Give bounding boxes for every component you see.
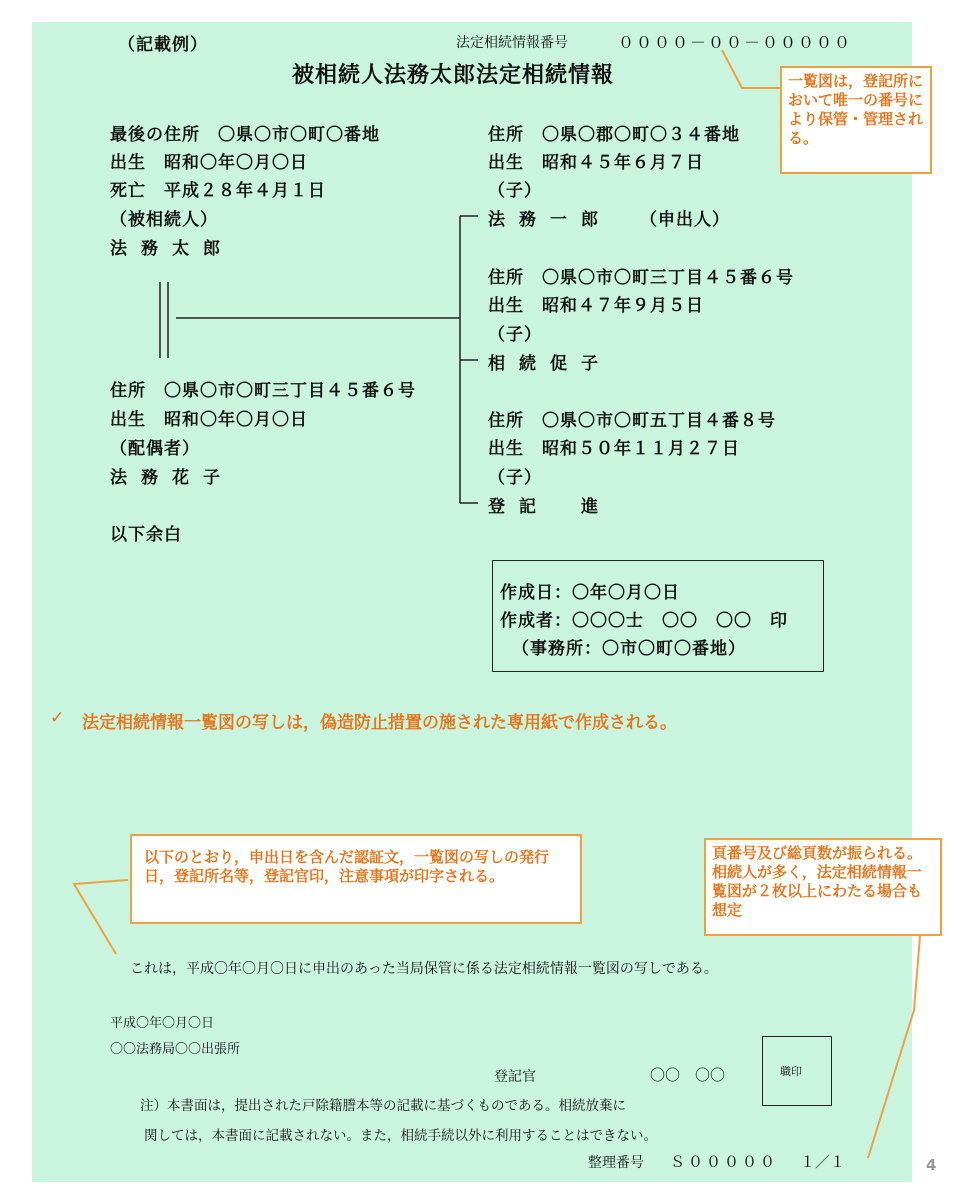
child-3-name: 登記 進 bbox=[488, 497, 612, 517]
child-3-birth: 出生 昭和５０年１１月２７日 bbox=[488, 439, 740, 459]
callout-number-managed: 一覧図は，登記所において唯一の番号により保管・管理される。 bbox=[780, 66, 932, 174]
official-seal-label: 職印 bbox=[780, 1065, 802, 1078]
callout-certification-text: 以下のとおり，申出日を含んだ認証文，一覧図の写しの発行日，登記所名等，登記官印，注意事項が印字される。 bbox=[130, 834, 582, 924]
spouse-birth: 出生 昭和〇年〇月〇日 bbox=[110, 410, 308, 430]
deceased-birth: 出生 昭和〇年〇月〇日 bbox=[110, 153, 308, 173]
spouse-address: 住所 〇県〇市〇町三丁目４５番６号 bbox=[110, 381, 416, 401]
registrar-name: 〇〇 〇〇 bbox=[650, 1066, 726, 1084]
reference-number: Ｓ０００００ bbox=[670, 1153, 779, 1171]
spouse-name: 法務花子 bbox=[110, 468, 234, 488]
deceased-death: 死亡 平成２８年４月１日 bbox=[110, 181, 326, 201]
callout-page-number: 頁番号及び総頁数が振られる。相続人が多く，法定相続情報一覧図が２枚以上にわたる場合も想定 bbox=[704, 838, 942, 936]
child-3-role: （子） bbox=[488, 468, 542, 488]
child-2-address: 住所 〇県〇市〇町三丁目４５番６号 bbox=[488, 268, 794, 288]
child-1-note: （申出人） bbox=[640, 210, 730, 230]
registrar-label: 登記官 bbox=[494, 1069, 536, 1085]
deceased-name: 法務太郎 bbox=[110, 239, 234, 259]
child-1-role: （子） bbox=[488, 181, 542, 201]
document-title: 被相続人法務太郎法定相続情報 bbox=[292, 63, 615, 88]
slide-number: 4 bbox=[926, 1156, 937, 1174]
remainder-blank: 以下余白 bbox=[110, 525, 182, 545]
note-line-2: 関しては，本書面に記載されない。また，相続手続以外に利用することはできない。 bbox=[144, 1128, 657, 1144]
spouse-role: （配偶者） bbox=[110, 439, 200, 459]
child-1-birth: 出生 昭和４５年６月７日 bbox=[488, 153, 704, 173]
child-2-birth: 出生 昭和４７年９月５日 bbox=[488, 296, 704, 316]
creator-date: 作成日：〇年〇月〇日 bbox=[500, 583, 680, 603]
issuing-office: 〇〇法務局〇〇出張所 bbox=[110, 1042, 241, 1057]
certification-text: これは，平成〇年〇月〇日に申出のあった当局保管に係る法定相続情報一覧図の写しである。 bbox=[130, 961, 718, 977]
child-1-name: 法務一郎 bbox=[488, 210, 612, 230]
deceased-last-address: 最後の住所 〇県〇市〇町〇番地 bbox=[110, 125, 380, 145]
forgery-notice: 法定相続情報一覧図の写しは，偽造防止措置の施された専用紙で作成される。 bbox=[82, 713, 677, 733]
child-3-address: 住所 〇県〇市〇町五丁目４番８号 bbox=[488, 411, 776, 431]
creator-office: （事務所：〇市〇町〇番地） bbox=[512, 639, 746, 659]
inheritance-number-value: ００００－００－０００００ bbox=[618, 33, 853, 52]
deceased-role: （被相続人） bbox=[110, 210, 218, 230]
issue-date: 平成〇年〇月〇日 bbox=[110, 1016, 215, 1031]
check-icon: ✓ bbox=[50, 708, 65, 728]
example-label: （記載例） bbox=[118, 35, 208, 55]
page-indicator: １／１ bbox=[800, 1153, 846, 1171]
child-1-address: 住所 〇県〇郡〇町〇３４番地 bbox=[488, 125, 740, 145]
child-2-name: 相続促子 bbox=[488, 354, 612, 374]
child-2-role: （子） bbox=[488, 325, 542, 345]
note-line-1: 注）本書面は，提出された戸除籍謄本等の記載に基づくものである。相続放棄に bbox=[140, 1098, 626, 1114]
reference-label: 整理番号 bbox=[588, 1155, 644, 1171]
creator-name: 作成者：〇〇〇士 〇〇 〇〇 印 bbox=[500, 611, 788, 631]
inheritance-number-label: 法定相続情報番号 bbox=[456, 35, 568, 51]
